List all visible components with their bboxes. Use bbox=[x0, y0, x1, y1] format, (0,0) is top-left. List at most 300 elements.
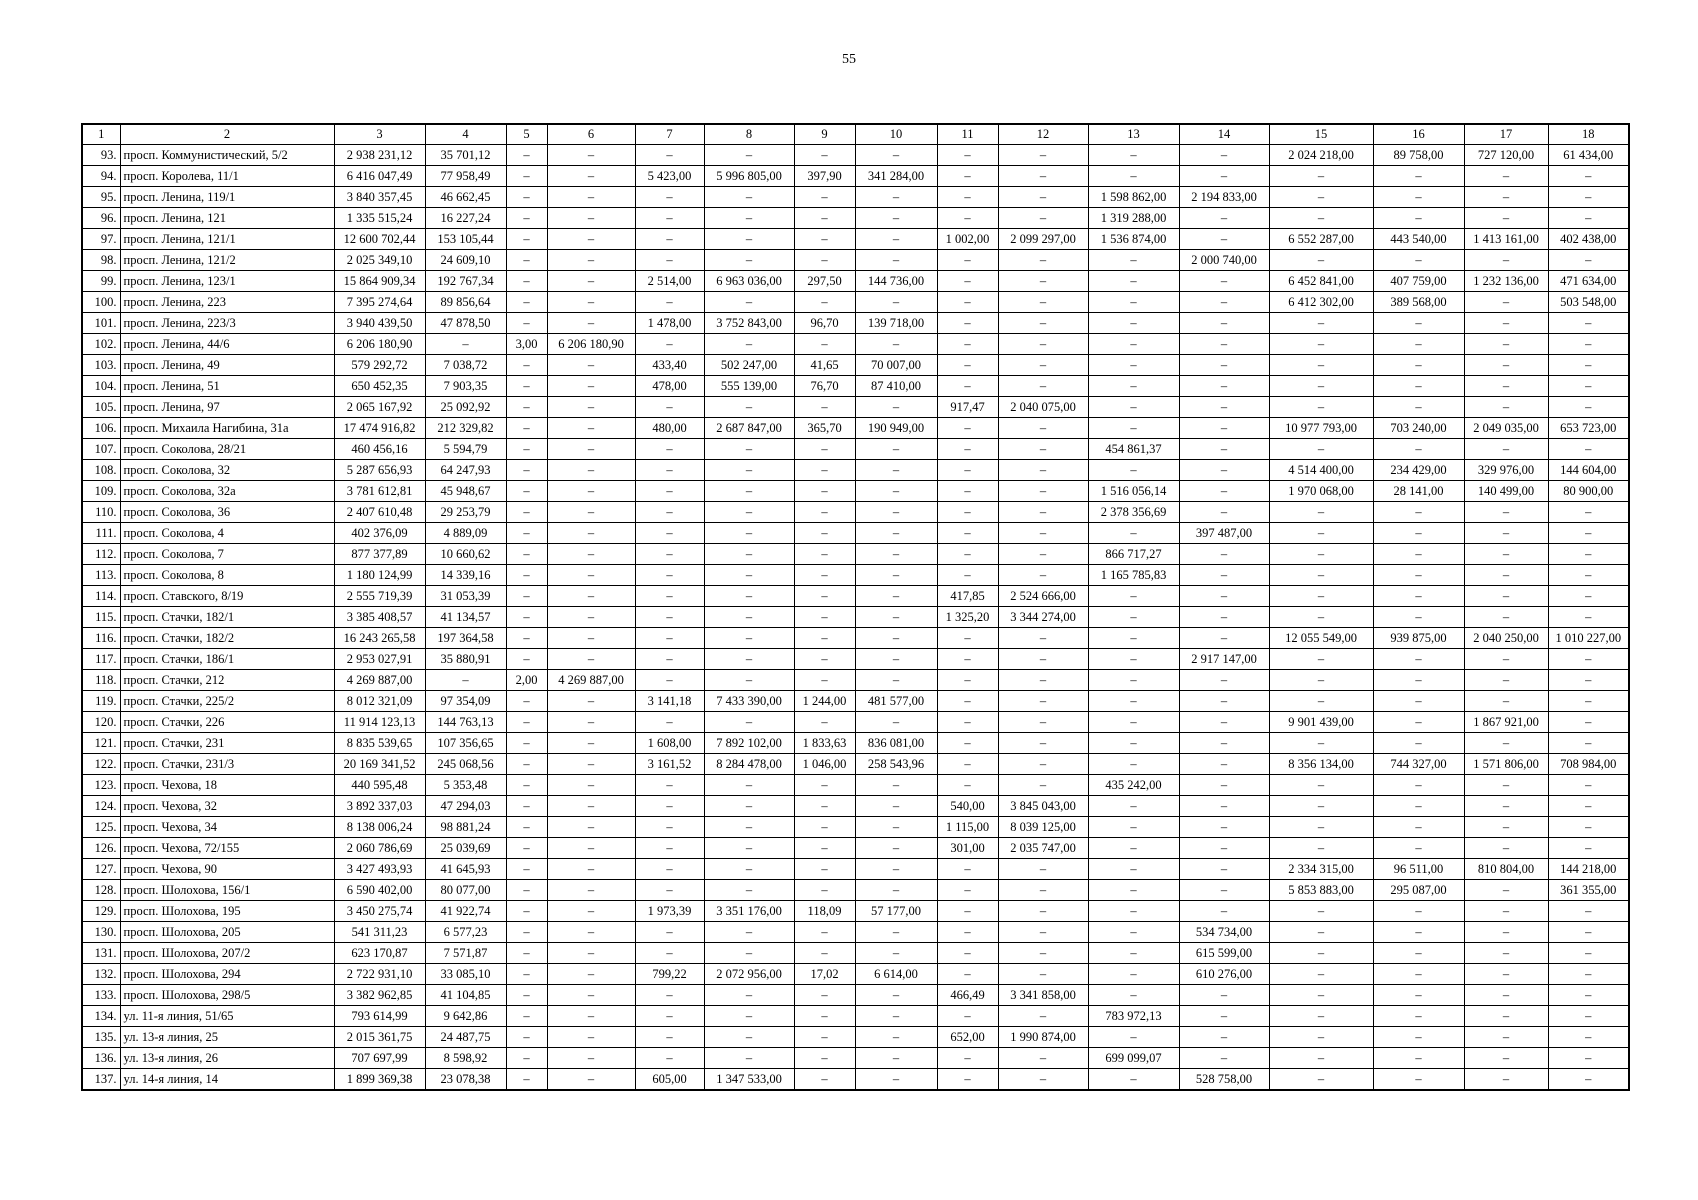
value-cell: 866 717,27 bbox=[1088, 544, 1179, 565]
value-cell: – bbox=[1088, 376, 1179, 397]
row-number: 101. bbox=[82, 313, 120, 334]
value-cell: 2 025 349,10 bbox=[334, 250, 425, 271]
value-cell: – bbox=[506, 607, 547, 628]
value-cell: 2,00 bbox=[506, 670, 547, 691]
value-cell: – bbox=[1464, 880, 1548, 901]
address-cell: просп. Королева, 11/1 bbox=[120, 166, 334, 187]
value-cell: – bbox=[855, 922, 937, 943]
value-cell: 2 072 956,00 bbox=[704, 964, 794, 985]
table-row bbox=[82, 544, 1629, 565]
value-cell: 96,70 bbox=[794, 313, 855, 334]
value-cell: – bbox=[506, 145, 547, 166]
value-cell: – bbox=[704, 1048, 794, 1069]
value-cell: – bbox=[1373, 565, 1464, 586]
value-cell: – bbox=[506, 922, 547, 943]
column-header-5: 5 bbox=[506, 124, 547, 145]
value-cell: – bbox=[937, 481, 998, 502]
value-cell: 1 899 369,38 bbox=[334, 1069, 425, 1091]
value-cell: – bbox=[704, 481, 794, 502]
value-cell: 341 284,00 bbox=[855, 166, 937, 187]
value-cell: 25 039,69 bbox=[425, 838, 506, 859]
value-cell: 2 065 167,92 bbox=[334, 397, 425, 418]
value-cell: 2 938 231,12 bbox=[334, 145, 425, 166]
value-cell: 14 339,16 bbox=[425, 565, 506, 586]
value-cell: 799,22 bbox=[635, 964, 704, 985]
value-cell: 939 875,00 bbox=[1373, 628, 1464, 649]
value-cell: – bbox=[998, 733, 1088, 754]
value-cell: – bbox=[1373, 691, 1464, 712]
value-cell: – bbox=[704, 985, 794, 1006]
value-cell: 7 903,35 bbox=[425, 376, 506, 397]
value-cell: – bbox=[998, 376, 1088, 397]
value-cell: – bbox=[704, 397, 794, 418]
table-row bbox=[82, 1069, 1629, 1091]
value-cell: – bbox=[547, 313, 635, 334]
value-cell: – bbox=[1464, 733, 1548, 754]
value-cell: – bbox=[1179, 565, 1269, 586]
value-cell: – bbox=[1088, 922, 1179, 943]
row-number: 135. bbox=[82, 1027, 120, 1048]
value-cell: 329 976,00 bbox=[1464, 460, 1548, 481]
value-cell: – bbox=[1373, 502, 1464, 523]
value-cell: – bbox=[1088, 628, 1179, 649]
value-cell: – bbox=[794, 187, 855, 208]
value-cell: 810 804,00 bbox=[1464, 859, 1548, 880]
table-row bbox=[82, 628, 1629, 649]
row-number: 128. bbox=[82, 880, 120, 901]
value-cell: – bbox=[506, 376, 547, 397]
value-cell: 301,00 bbox=[937, 838, 998, 859]
value-cell: – bbox=[1373, 649, 1464, 670]
value-cell: 699 099,07 bbox=[1088, 1048, 1179, 1069]
value-cell: – bbox=[547, 565, 635, 586]
value-cell: 5 423,00 bbox=[635, 166, 704, 187]
value-cell: 460 456,16 bbox=[334, 439, 425, 460]
address-cell: ул. 13-я линия, 26 bbox=[120, 1048, 334, 1069]
value-cell: 2 334 315,00 bbox=[1269, 859, 1373, 880]
value-cell: 3 344 274,00 bbox=[998, 607, 1088, 628]
value-cell: – bbox=[855, 670, 937, 691]
value-cell: – bbox=[1179, 859, 1269, 880]
value-cell: 793 614,99 bbox=[334, 1006, 425, 1027]
value-cell: – bbox=[547, 208, 635, 229]
value-cell: 2 687 847,00 bbox=[704, 418, 794, 439]
value-cell: 783 972,13 bbox=[1088, 1006, 1179, 1027]
value-cell: – bbox=[794, 817, 855, 838]
value-cell: 435 242,00 bbox=[1088, 775, 1179, 796]
value-cell: – bbox=[1269, 838, 1373, 859]
value-cell: – bbox=[937, 376, 998, 397]
value-cell: 31 053,39 bbox=[425, 586, 506, 607]
value-cell: – bbox=[998, 649, 1088, 670]
value-cell: – bbox=[547, 838, 635, 859]
value-cell: – bbox=[1464, 964, 1548, 985]
value-cell: – bbox=[794, 1048, 855, 1069]
value-cell: – bbox=[1548, 1048, 1629, 1069]
address-cell: ул. 11-я линия, 51/65 bbox=[120, 1006, 334, 1027]
value-cell: – bbox=[547, 628, 635, 649]
value-cell: – bbox=[1464, 523, 1548, 544]
row-number: 127. bbox=[82, 859, 120, 880]
value-cell: – bbox=[547, 691, 635, 712]
value-cell: – bbox=[1464, 250, 1548, 271]
value-cell: 1 335 515,24 bbox=[334, 208, 425, 229]
value-cell: 11 914 123,13 bbox=[334, 712, 425, 733]
value-cell: 24 487,75 bbox=[425, 1027, 506, 1048]
value-cell: – bbox=[1373, 439, 1464, 460]
value-cell: – bbox=[547, 922, 635, 943]
row-number: 116. bbox=[82, 628, 120, 649]
value-cell: 33 085,10 bbox=[425, 964, 506, 985]
value-cell: 76,70 bbox=[794, 376, 855, 397]
value-cell: 402 376,09 bbox=[334, 523, 425, 544]
value-cell: – bbox=[855, 1027, 937, 1048]
value-cell: – bbox=[635, 796, 704, 817]
value-cell: – bbox=[1179, 985, 1269, 1006]
table-row bbox=[82, 376, 1629, 397]
value-cell: – bbox=[1179, 817, 1269, 838]
table-row bbox=[82, 166, 1629, 187]
column-header-1: 1 bbox=[82, 124, 120, 145]
table-row bbox=[82, 670, 1629, 691]
value-cell: – bbox=[1464, 691, 1548, 712]
value-cell: – bbox=[547, 376, 635, 397]
value-cell: – bbox=[704, 229, 794, 250]
value-cell: – bbox=[506, 859, 547, 880]
table-row bbox=[82, 229, 1629, 250]
value-cell: – bbox=[1088, 313, 1179, 334]
value-cell: – bbox=[1179, 544, 1269, 565]
value-cell: – bbox=[998, 271, 1088, 292]
value-cell: – bbox=[547, 607, 635, 628]
column-header-2: 2 bbox=[120, 124, 334, 145]
value-cell: – bbox=[855, 796, 937, 817]
row-number: 95. bbox=[82, 187, 120, 208]
value-cell: – bbox=[704, 1027, 794, 1048]
value-cell: – bbox=[1179, 481, 1269, 502]
value-cell: – bbox=[937, 292, 998, 313]
value-cell: – bbox=[1373, 166, 1464, 187]
value-cell: – bbox=[1464, 334, 1548, 355]
value-cell: 9 901 439,00 bbox=[1269, 712, 1373, 733]
value-cell: 1 571 806,00 bbox=[1464, 754, 1548, 775]
value-cell: – bbox=[998, 208, 1088, 229]
value-cell: – bbox=[547, 733, 635, 754]
value-cell: – bbox=[1464, 1069, 1548, 1091]
value-cell: – bbox=[1464, 922, 1548, 943]
row-number: 129. bbox=[82, 901, 120, 922]
value-cell: – bbox=[506, 229, 547, 250]
table-row bbox=[82, 397, 1629, 418]
value-cell: – bbox=[1269, 607, 1373, 628]
value-cell: 41 645,93 bbox=[425, 859, 506, 880]
row-number: 124. bbox=[82, 796, 120, 817]
row-number: 93. bbox=[82, 145, 120, 166]
value-cell: 3 845 043,00 bbox=[998, 796, 1088, 817]
row-number: 98. bbox=[82, 250, 120, 271]
value-cell: – bbox=[1088, 250, 1179, 271]
value-cell: – bbox=[1548, 838, 1629, 859]
value-cell: – bbox=[1548, 649, 1629, 670]
value-cell: 1 973,39 bbox=[635, 901, 704, 922]
value-cell: 2 040 250,00 bbox=[1464, 628, 1548, 649]
value-cell: – bbox=[1179, 775, 1269, 796]
value-cell: 579 292,72 bbox=[334, 355, 425, 376]
value-cell: 295 087,00 bbox=[1373, 880, 1464, 901]
value-cell: 1 319 288,00 bbox=[1088, 208, 1179, 229]
value-cell: – bbox=[1179, 145, 1269, 166]
value-cell: – bbox=[547, 1048, 635, 1069]
value-cell: – bbox=[1464, 1048, 1548, 1069]
value-cell: 1 115,00 bbox=[937, 817, 998, 838]
value-cell: – bbox=[1548, 544, 1629, 565]
value-cell: – bbox=[1548, 208, 1629, 229]
value-cell: – bbox=[794, 292, 855, 313]
value-cell: 35 880,91 bbox=[425, 649, 506, 670]
value-cell: – bbox=[1269, 313, 1373, 334]
value-cell: – bbox=[635, 187, 704, 208]
address-cell: просп. Ленина, 223/3 bbox=[120, 313, 334, 334]
value-cell: – bbox=[1548, 439, 1629, 460]
address-cell: просп. Стачки, 182/1 bbox=[120, 607, 334, 628]
value-cell: – bbox=[1088, 166, 1179, 187]
value-cell: – bbox=[547, 754, 635, 775]
address-cell: просп. Ленина, 223 bbox=[120, 292, 334, 313]
value-cell: – bbox=[704, 292, 794, 313]
value-cell: – bbox=[937, 313, 998, 334]
value-cell: 1 413 161,00 bbox=[1464, 229, 1548, 250]
value-cell: 1 244,00 bbox=[794, 691, 855, 712]
value-cell: – bbox=[1269, 817, 1373, 838]
value-cell: – bbox=[794, 481, 855, 502]
value-cell: – bbox=[998, 859, 1088, 880]
value-cell: 7 395 274,64 bbox=[334, 292, 425, 313]
value-cell: – bbox=[635, 481, 704, 502]
value-cell: – bbox=[937, 565, 998, 586]
value-cell: – bbox=[1373, 712, 1464, 733]
row-number: 111. bbox=[82, 523, 120, 544]
value-cell: – bbox=[1269, 208, 1373, 229]
value-cell: – bbox=[1179, 754, 1269, 775]
value-cell: 3 427 493,93 bbox=[334, 859, 425, 880]
value-cell: – bbox=[506, 775, 547, 796]
table-row bbox=[82, 943, 1629, 964]
value-cell: – bbox=[1269, 1027, 1373, 1048]
value-cell: – bbox=[704, 712, 794, 733]
value-cell: – bbox=[794, 1006, 855, 1027]
value-cell: – bbox=[855, 544, 937, 565]
value-cell: 96 511,00 bbox=[1373, 859, 1464, 880]
value-cell: – bbox=[547, 397, 635, 418]
value-cell: – bbox=[1373, 1006, 1464, 1027]
value-cell: 615 599,00 bbox=[1179, 943, 1269, 964]
value-cell: 23 078,38 bbox=[425, 1069, 506, 1091]
value-cell: – bbox=[1464, 502, 1548, 523]
value-cell: – bbox=[794, 985, 855, 1006]
value-cell: – bbox=[1179, 691, 1269, 712]
value-cell: – bbox=[1373, 817, 1464, 838]
address-cell: просп. Чехова, 18 bbox=[120, 775, 334, 796]
value-cell: 1 347 533,00 bbox=[704, 1069, 794, 1091]
value-cell: 836 081,00 bbox=[855, 733, 937, 754]
row-number: 121. bbox=[82, 733, 120, 754]
value-cell: – bbox=[855, 943, 937, 964]
value-cell: 46 662,45 bbox=[425, 187, 506, 208]
value-cell: 80 077,00 bbox=[425, 880, 506, 901]
value-cell: – bbox=[635, 1006, 704, 1027]
value-cell: 877 377,89 bbox=[334, 544, 425, 565]
value-cell: 5 594,79 bbox=[425, 439, 506, 460]
value-cell: – bbox=[998, 502, 1088, 523]
table-row bbox=[82, 1048, 1629, 1069]
value-cell: – bbox=[506, 1069, 547, 1091]
value-cell: – bbox=[1179, 628, 1269, 649]
value-cell: – bbox=[1088, 838, 1179, 859]
value-cell: 70 007,00 bbox=[855, 355, 937, 376]
value-cell: – bbox=[998, 418, 1088, 439]
address-cell: просп. Шолохова, 298/5 bbox=[120, 985, 334, 1006]
value-cell: – bbox=[998, 1006, 1088, 1027]
value-cell: 1 180 124,99 bbox=[334, 565, 425, 586]
row-number: 105. bbox=[82, 397, 120, 418]
value-cell: 98 881,24 bbox=[425, 817, 506, 838]
value-cell: – bbox=[1179, 208, 1269, 229]
address-cell: просп. Ставского, 8/19 bbox=[120, 586, 334, 607]
table-row bbox=[82, 901, 1629, 922]
value-cell: 15 864 909,34 bbox=[334, 271, 425, 292]
value-cell: – bbox=[506, 565, 547, 586]
value-cell: – bbox=[547, 712, 635, 733]
value-cell: – bbox=[794, 607, 855, 628]
value-cell: – bbox=[794, 943, 855, 964]
value-cell: 471 634,00 bbox=[1548, 271, 1629, 292]
value-cell: – bbox=[855, 523, 937, 544]
value-cell: 3 141,18 bbox=[635, 691, 704, 712]
value-cell: – bbox=[1373, 250, 1464, 271]
value-cell: – bbox=[1179, 670, 1269, 691]
value-cell: 3 161,52 bbox=[635, 754, 704, 775]
value-cell: – bbox=[794, 586, 855, 607]
row-number: 106. bbox=[82, 418, 120, 439]
value-cell: – bbox=[1548, 250, 1629, 271]
value-cell: – bbox=[1373, 313, 1464, 334]
value-cell: – bbox=[855, 439, 937, 460]
value-cell: – bbox=[1548, 775, 1629, 796]
table-row bbox=[82, 250, 1629, 271]
value-cell: 258 543,96 bbox=[855, 754, 937, 775]
value-cell: – bbox=[506, 691, 547, 712]
value-cell: 703 240,00 bbox=[1373, 418, 1464, 439]
value-cell: – bbox=[1548, 565, 1629, 586]
value-cell: – bbox=[1373, 901, 1464, 922]
value-cell: 3 385 408,57 bbox=[334, 607, 425, 628]
table-row bbox=[82, 145, 1629, 166]
row-number: 132. bbox=[82, 964, 120, 985]
table-row bbox=[82, 712, 1629, 733]
value-cell: – bbox=[1464, 355, 1548, 376]
value-cell: – bbox=[855, 586, 937, 607]
value-cell: – bbox=[998, 565, 1088, 586]
value-cell: – bbox=[937, 691, 998, 712]
value-cell: 917,47 bbox=[937, 397, 998, 418]
value-cell: – bbox=[635, 607, 704, 628]
value-cell: 610 276,00 bbox=[1179, 964, 1269, 985]
value-cell: 540,00 bbox=[937, 796, 998, 817]
address-cell: просп. Стачки, 231/3 bbox=[120, 754, 334, 775]
row-number: 94. bbox=[82, 166, 120, 187]
value-cell: – bbox=[937, 901, 998, 922]
value-cell: – bbox=[547, 439, 635, 460]
value-cell: 8 356 134,00 bbox=[1269, 754, 1373, 775]
value-cell: 10 977 793,00 bbox=[1269, 418, 1373, 439]
column-header-7: 7 bbox=[635, 124, 704, 145]
value-cell: 2 524 666,00 bbox=[998, 586, 1088, 607]
value-cell: – bbox=[1464, 649, 1548, 670]
value-cell: – bbox=[1088, 901, 1179, 922]
value-cell: – bbox=[1373, 670, 1464, 691]
value-cell: – bbox=[547, 250, 635, 271]
value-cell: – bbox=[704, 670, 794, 691]
value-cell: – bbox=[1548, 670, 1629, 691]
value-cell: – bbox=[937, 670, 998, 691]
address-cell: ул. 13-я линия, 25 bbox=[120, 1027, 334, 1048]
value-cell: 16 243 265,58 bbox=[334, 628, 425, 649]
value-cell: 57 177,00 bbox=[855, 901, 937, 922]
value-cell: – bbox=[547, 817, 635, 838]
value-cell: – bbox=[855, 628, 937, 649]
table-header-row bbox=[82, 124, 1629, 145]
value-cell: 3 351 176,00 bbox=[704, 901, 794, 922]
value-cell: – bbox=[547, 880, 635, 901]
value-cell: – bbox=[506, 397, 547, 418]
value-cell: – bbox=[794, 775, 855, 796]
address-cell: просп. Стачки, 182/2 bbox=[120, 628, 334, 649]
value-cell: 6 206 180,90 bbox=[547, 334, 635, 355]
value-cell: – bbox=[937, 943, 998, 964]
value-cell: 140 499,00 bbox=[1464, 481, 1548, 502]
table-row bbox=[82, 1006, 1629, 1027]
value-cell: 623 170,87 bbox=[334, 943, 425, 964]
value-cell: – bbox=[1269, 355, 1373, 376]
column-header-16: 16 bbox=[1373, 124, 1464, 145]
row-number: 133. bbox=[82, 985, 120, 1006]
value-cell: – bbox=[1373, 796, 1464, 817]
value-cell: – bbox=[1088, 460, 1179, 481]
table-row bbox=[82, 838, 1629, 859]
value-cell: – bbox=[704, 460, 794, 481]
value-cell: – bbox=[547, 859, 635, 880]
value-cell: – bbox=[998, 964, 1088, 985]
address-cell: просп. Чехова, 34 bbox=[120, 817, 334, 838]
row-number: 104. bbox=[82, 376, 120, 397]
value-cell: – bbox=[506, 985, 547, 1006]
value-cell: – bbox=[1548, 901, 1629, 922]
value-cell: 6 590 402,00 bbox=[334, 880, 425, 901]
value-cell: – bbox=[794, 796, 855, 817]
row-number: 126. bbox=[82, 838, 120, 859]
value-cell: – bbox=[855, 397, 937, 418]
table-row bbox=[82, 481, 1629, 502]
value-cell: – bbox=[855, 880, 937, 901]
value-cell: – bbox=[998, 313, 1088, 334]
value-cell: – bbox=[1373, 397, 1464, 418]
value-cell: 1 536 874,00 bbox=[1088, 229, 1179, 250]
table-row bbox=[82, 439, 1629, 460]
value-cell: – bbox=[1548, 1006, 1629, 1027]
value-cell: 361 355,00 bbox=[1548, 880, 1629, 901]
value-cell: – bbox=[1269, 922, 1373, 943]
row-number: 100. bbox=[82, 292, 120, 313]
